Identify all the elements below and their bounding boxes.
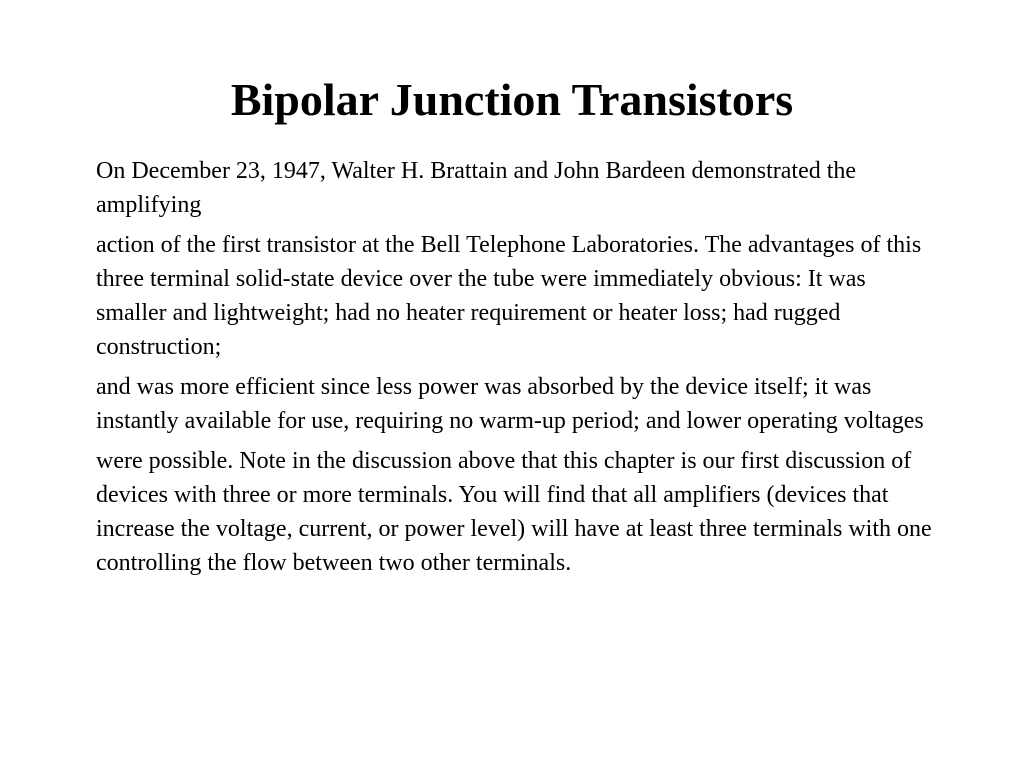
slide-body xyxy=(96,154,932,586)
paragraph-2: action of the first transistor at the Bell Telephone Laboratories. The advantages of this three terminal solid-state device over the tube were immediately obvious: It was smaller and lightweight; had no heater requirement or heater loss; had rugged construction; xyxy=(96,232,922,360)
slide-title: Bipolar Junction Transistors xyxy=(230,74,794,125)
paragraph-1: On December 23, 1947, Walter H. Brattain and John Bardeen demonstrated the amplifying xyxy=(96,158,857,218)
paragraph-4: were possible. Note in the discussion above that this chapter is our first discussion of devices with three or more terminals. You will find that all amplifiers (devices that increase the voltage, current, or power level) will have at least three terminals with one controlling the flow between two other terminals. xyxy=(96,448,932,576)
paragraph-3: and was more efficient since less power was absorbed by the device itself; it was instantly available for use, requiring no warm-up period; and lower operating voltages xyxy=(96,374,924,434)
